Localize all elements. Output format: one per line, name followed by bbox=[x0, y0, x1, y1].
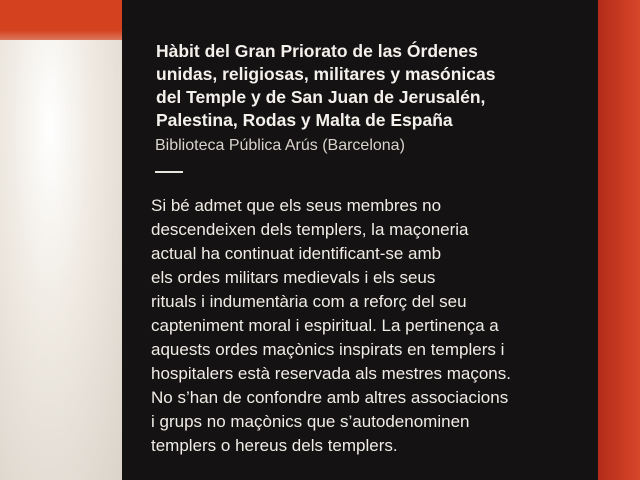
title-line: Palestina, Rodas y Malta de España bbox=[156, 110, 453, 130]
white-garment bbox=[0, 40, 125, 480]
body-line: els ordes militars medievals i els seus bbox=[151, 268, 436, 287]
red-wall-right bbox=[595, 0, 640, 480]
body-line: hospitalers està reservada als mestres maçons. bbox=[151, 364, 511, 383]
body-line: aquests ordes maçònics inspirats en templers i bbox=[151, 340, 505, 359]
body-line: capteniment moral i espiritual. La pertinença a bbox=[151, 316, 499, 335]
title-line: Hàbit del Gran Priorato de las Órdenes bbox=[156, 41, 478, 61]
body-line: Si bé admet que els seus membres no bbox=[151, 196, 442, 215]
body-line: templers o hereus dels templers. bbox=[151, 436, 398, 455]
label-source: Biblioteca Pública Arús (Barcelona) bbox=[155, 137, 405, 154]
body-line: descendeixen dels templers, la maçoneria bbox=[151, 220, 469, 239]
title-line: del Temple y de San Juan de Jerusalén, bbox=[156, 87, 486, 107]
body-line: i grups no maçònics que s’autodenominen bbox=[151, 412, 470, 431]
body-line: actual ha continuat identificant-se amb bbox=[151, 244, 442, 263]
divider bbox=[155, 171, 183, 173]
body-line: No s’han de confondre amb altres associacions bbox=[151, 388, 509, 407]
title-line: unidas, religiosas, militares y masónicas bbox=[156, 64, 496, 84]
body-line: rituals i indumentària com a reforç del seu bbox=[151, 292, 467, 311]
